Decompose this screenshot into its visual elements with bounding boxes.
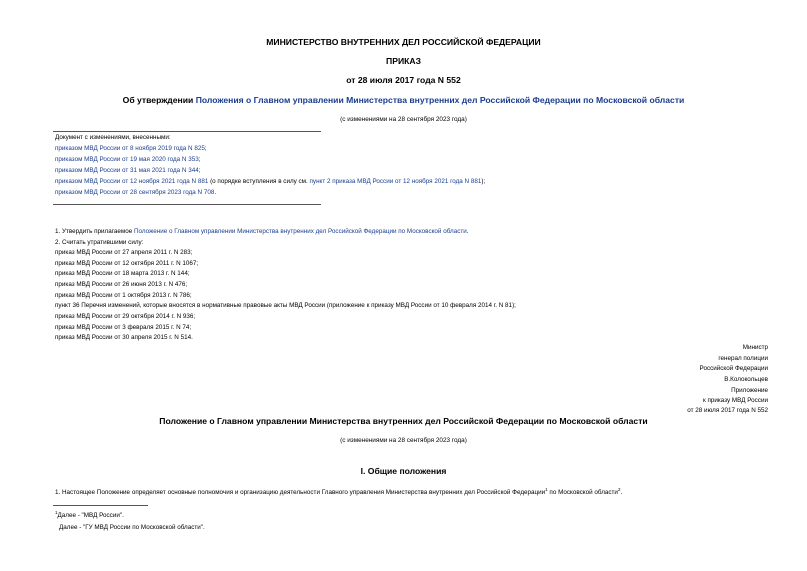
appendix-date: от 28 июля 2017 года N 552 (687, 407, 768, 414)
order-item-1: 1. Утвердить прилагаемое Положение о Главном управлении Министерства внутренних дел Российской Федерации по Московской области. (55, 228, 469, 235)
changes-box-bottom-rule (53, 204, 321, 205)
section-title: I. Общие положения (360, 466, 447, 476)
signature-minister: Министр (742, 344, 768, 351)
change-link[interactable]: приказом МВД России от 19 мая 2020 года N 353 (55, 156, 199, 163)
document-type: ПРИКАЗ (386, 56, 421, 66)
change-link[interactable]: приказом МВД России от 28 сентября 2023 года N 708 (55, 189, 215, 196)
change-link[interactable]: пункт 2 приказа МВД России от 12 ноября 2021 года N 881 (309, 178, 482, 185)
approval-prefix: Об утверждении (122, 95, 196, 105)
amendments-note: (с изменениями на 28 сентября 2023 года) (340, 116, 467, 123)
footnote-ref[interactable]: 2 (617, 487, 621, 492)
document-date-number: от 28 июля 2017 года N 552 (346, 75, 461, 85)
repealed-item: приказ МВД России от 12 октября 2011 г. N 1067; (55, 260, 199, 267)
change-link[interactable]: приказом МВД России от 31 мая 2021 года N 344 (55, 167, 199, 174)
repealed-item: приказ МВД России от 27 апреля 2011 г. N 283; (55, 249, 193, 256)
change-item: приказом МВД России от 28 сентября 2023 года N 708. (55, 189, 217, 196)
repealed-item: приказ МВД России от 29 октября 2014 г. N 936; (55, 313, 196, 320)
footnote-2: Далее - "ГУ МВД России по Московской области". (59, 524, 205, 531)
change-item: приказом МВД России от 12 ноября 2021 года N 881 (о порядке вступления в силу см. пункт 2 приказа МВД России от 12 ноября 2021 года N 881); (55, 178, 486, 185)
changes-intro: Документ с изменениями, внесенными: (55, 134, 171, 141)
change-item: приказом МВД России от 31 мая 2021 года N 344; (55, 167, 201, 174)
repealed-item: приказ МВД России от 18 марта 2013 г. N 144; (55, 270, 190, 277)
regulation-paragraph-1: 1. Настоящее Положение определяет основные полномочия и организацию деятельности Главного управления Министерства внутренних дел Российской Федерации$^1$ по Московской области$^2$. (55, 487, 623, 497)
signature-country: Российской Федерации (699, 365, 768, 372)
signature-rank: генерал полиции (718, 355, 768, 362)
appendix-label: Приложение (731, 387, 768, 394)
regulation-title: Положение о Главном управлении Министерства внутренних дел Российской Федерации по Московской области (159, 416, 648, 426)
appendix-order-ref: к приказу МВД России (702, 397, 768, 404)
footnote-ref[interactable]: 1 (545, 487, 548, 492)
regulation-amendments-note: (с изменениями на 28 сентября 2023 года) (340, 437, 467, 444)
regulation-link[interactable]: Положение о Главном управлении Министерства внутренних дел Российской Федерации по Московской области (133, 228, 467, 235)
change-item: приказом МВД России от 19 мая 2020 года N 353; (55, 156, 201, 163)
repealed-item: приказ МВД России от 30 апреля 2015 г. N 514. (55, 334, 193, 341)
approval-title (0, 95, 807, 105)
footnote-1: $^1$Далее - "МВД России". (55, 510, 124, 520)
change-item: приказом МВД России от 8 ноября 2019 года N 825; (55, 145, 207, 152)
footnote-mark: 1 (55, 510, 58, 515)
repealed-item: приказ МВД России от 3 февраля 2015 г. N 74; (55, 324, 192, 331)
repealed-item: приказ МВД России от 26 июня 2013 г. N 476; (55, 281, 188, 288)
order-item-2: 2. Считать утратившими силу: (55, 239, 144, 246)
signature-name: В.Колокольцев (724, 376, 768, 383)
repealed-item: пункт 36 Перечня изменений, которые вносятся в нормативные правовые акты МВД России (приложение к приказу МВД России от 10 февраля 2014 г. N 81); (55, 302, 516, 309)
regulation-link[interactable]: Положения о Главном управлении Министерства внутренних дел Российской Федерации по Московской области (195, 95, 685, 105)
ministry-title: МИНИСТЕРСТВО ВНУТРЕННИХ ДЕЛ РОССИЙСКОЙ ФЕДЕРАЦИИ (266, 37, 541, 47)
change-link[interactable]: приказом МВД России от 12 ноября 2021 года N 881 (55, 178, 209, 185)
footnote-separator (53, 505, 148, 506)
change-link[interactable]: приказом МВД России от 8 ноября 2019 года N 825 (55, 145, 205, 152)
repealed-item: приказ МВД России от 1 октября 2013 г. N 786; (55, 292, 192, 299)
changes-box-top-rule (53, 131, 321, 132)
